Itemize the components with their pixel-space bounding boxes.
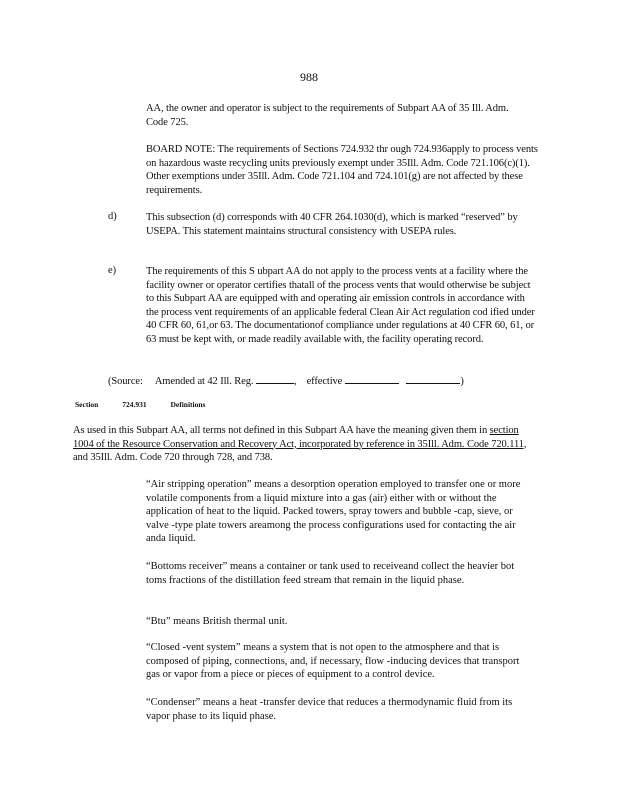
definitions-intro-part2: and 35Ill. Adm. Code 720 through 728, and 738. (73, 452, 273, 463)
section-title: Definitions (170, 400, 206, 409)
definition-closed-vent-system: “Closed -vent system” means a system that is not open to the atmosphere and that is composed of piping, connections, and, if necessary, flow -inducing devices that transport gas or vapor from a piece or pieces of equipment to a control device. (146, 642, 520, 680)
definition-air-stripping: “Air stripping operation” means a desorption operation employed to transfer one or more volatile components from a liquid mixture into a gas (air) either with or without the application of heat to the liquid. Packed towers, spray towers and bubble -cap, sieve, or valve -type plate towers areamong the process configurations used for contacting the air anda liquid. (146, 479, 521, 544)
source-effective: effective (306, 376, 343, 387)
definition-condenser: “Condenser” means a heat -transfer device that reduces a thermodynamic fluid from its vapor phase to its liquid phase. (146, 697, 513, 722)
source-close: ) (460, 376, 464, 387)
definition-btu: “Btu” means British thermal unit. (146, 616, 288, 627)
effective-date-blank (345, 373, 399, 384)
source-note: (Source: Amended at 42 Ill. Reg. , effective ) (108, 373, 538, 389)
definitions-intro (73, 424, 539, 465)
section-label: Section (75, 400, 99, 409)
item-d-label: d) (108, 211, 117, 222)
definition-bottoms-receiver: “Bottoms receiver” means a container or tank used to receiveand collect the heavier bot toms fractions of the distillation feed stream that remain in the liquid phase. (146, 561, 515, 586)
definitions-intro-underlined: section 1004 of the Resource Conservation and Recovery Act, incorporated by reference in 35Ill. Adm. Code 720.111, (73, 425, 527, 450)
page-number: 988 (300, 70, 318, 84)
section-number: 724.931 (122, 400, 147, 409)
board-note: BOARD NOTE: The requirements of Sections 724.932 thr ough 724.936apply to process vents on hazardous waste recycling units previously exempt under 35Ill. Adm. Code 721.106(c)(1). Other exemptions under 35Ill. Adm. Code 721.104 and 724.101(g) are not affected by these requirements. (146, 144, 538, 196)
item-d-text: This subsection (d) corresponds with 40 CFR 264.1030(d), which is marked “reserved” by USEPA. This statement maintains structural consistency with USEPA rules. (146, 212, 518, 237)
definitions-intro-part1: As used in this Subpart AA, all terms not defined in this Subpart AA have the meaning given them in (73, 425, 490, 436)
item-e-text: The requirements of this S ubpart AA do not apply to the process vents at a facility where the facility owner or operator certifies thatall of the process vents that would otherwise be subject to this Subpart AA are equipped with and operating air emission controls in accordance with the process vent requirements of an applicable federal Clean Air Act regulation cod ified under 40 CFR 60, 61,or 63. The documentationof compliance under regulations at 40 CFR 60, 61, or 63 must be kept with, or made readily available with, the facility operating record. (146, 266, 535, 345)
source-amended: Amended at 42 Ill. Reg. (154, 376, 254, 387)
source-prefix: (Source: (108, 376, 143, 387)
effective-date-blank-2 (406, 373, 460, 384)
section-heading (75, 400, 227, 409)
paragraph-c-continuation: AA, the owner and operator is subject to the requirements of Subpart AA of 35 Ill. Adm. Code 725. (146, 103, 509, 128)
register-page-blank (256, 373, 294, 384)
item-e-label: e) (108, 265, 117, 276)
